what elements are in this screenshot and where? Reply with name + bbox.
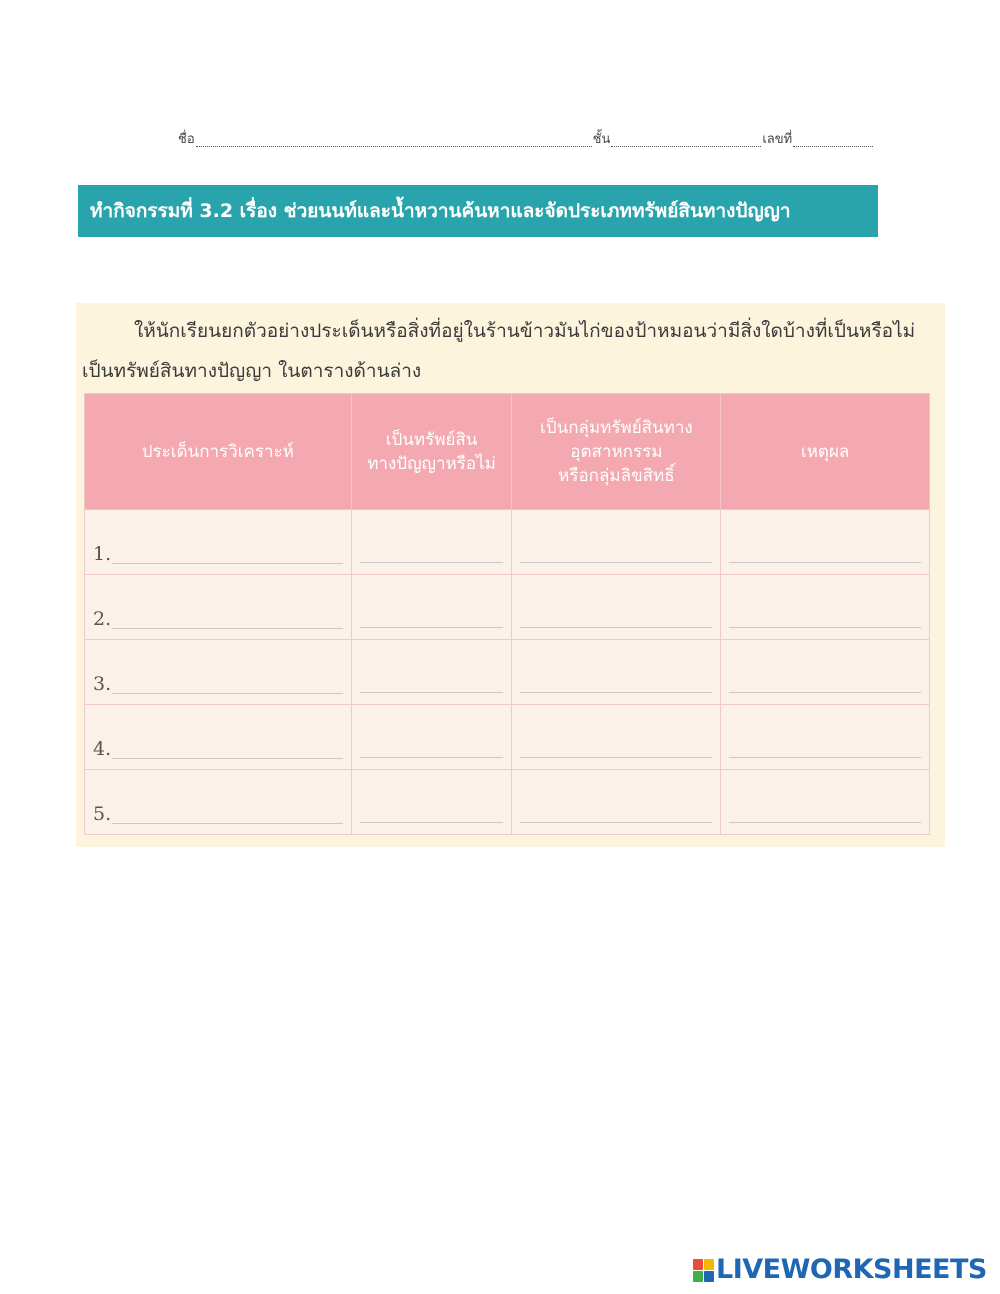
column-header-line: อุตสาหกรรม bbox=[570, 441, 663, 462]
answer-line[interactable] bbox=[112, 693, 343, 694]
answer-line[interactable] bbox=[729, 561, 921, 563]
logo-icon-square bbox=[704, 1271, 714, 1282]
row-number: 2. bbox=[93, 608, 112, 630]
row-number: 3. bbox=[93, 673, 112, 695]
answer-line[interactable] bbox=[729, 821, 921, 823]
answer-line[interactable] bbox=[729, 691, 921, 693]
table-cell bbox=[721, 510, 930, 575]
logo-icon-square bbox=[693, 1271, 703, 1282]
column-header-line: เป็นกลุ่มทรัพย์สินทาง bbox=[540, 417, 693, 438]
answer-line[interactable] bbox=[729, 756, 921, 758]
row-number: 1. bbox=[93, 543, 112, 565]
item-entry bbox=[93, 739, 343, 759]
table-cell bbox=[351, 640, 512, 705]
column-header-2 bbox=[351, 394, 512, 510]
table-cell bbox=[351, 705, 512, 770]
answer-line[interactable] bbox=[360, 821, 504, 823]
analysis-table bbox=[84, 393, 930, 835]
number-label: เลขที่ bbox=[762, 132, 793, 147]
table-cell bbox=[721, 575, 930, 640]
class-label: ชั้น bbox=[592, 132, 611, 147]
answer-line[interactable] bbox=[360, 691, 504, 693]
column-header-line: เป็นทรัพย์สิน bbox=[385, 429, 478, 450]
answer-line[interactable] bbox=[360, 561, 504, 563]
table-cell bbox=[351, 770, 512, 835]
answer-line[interactable] bbox=[112, 823, 343, 824]
name-field[interactable] bbox=[196, 136, 592, 147]
table-row bbox=[85, 770, 930, 835]
table-cell bbox=[351, 575, 512, 640]
row-number: 4. bbox=[93, 738, 112, 760]
table-row bbox=[85, 640, 930, 705]
column-header-line: หรือกลุ่มลิขสิทธิ์ bbox=[558, 465, 675, 486]
item-entry bbox=[93, 544, 343, 564]
answer-line[interactable] bbox=[520, 691, 712, 693]
answer-line[interactable] bbox=[360, 626, 504, 628]
table-body bbox=[85, 510, 930, 835]
logo-icon-square bbox=[693, 1259, 703, 1270]
class-field[interactable] bbox=[611, 136, 761, 147]
table-cell bbox=[512, 640, 721, 705]
answer-line[interactable] bbox=[112, 628, 343, 629]
item-entry bbox=[93, 609, 343, 629]
answer-line[interactable] bbox=[520, 821, 712, 823]
column-header-line: ทางปัญญาหรือไม่ bbox=[367, 453, 496, 474]
table-cell bbox=[351, 510, 512, 575]
table-cell bbox=[85, 575, 352, 640]
answer-line[interactable] bbox=[520, 626, 712, 628]
table-cell bbox=[512, 770, 721, 835]
column-header-4 bbox=[721, 394, 930, 510]
table-row bbox=[85, 705, 930, 770]
activity-title: ทำกิจกรรมที่ 3.2 เรื่อง ช่วยนนท์และน้ำหวานค้นหาและจัดประเภททรัพย์สินทางปัญญา bbox=[90, 200, 791, 222]
answer-line[interactable] bbox=[520, 756, 712, 758]
table-cell bbox=[85, 705, 352, 770]
answer-line[interactable] bbox=[520, 561, 712, 563]
column-header-line: เหตุผล bbox=[800, 441, 850, 462]
activity-banner bbox=[78, 185, 878, 237]
column-header-1 bbox=[85, 394, 352, 510]
answer-line[interactable] bbox=[112, 758, 343, 759]
answer-line[interactable] bbox=[360, 756, 504, 758]
logo-icon-square bbox=[704, 1259, 714, 1270]
table-row bbox=[85, 575, 930, 640]
activity-panel bbox=[76, 303, 945, 847]
table-cell bbox=[85, 770, 352, 835]
liveworksheets-logo-icon bbox=[693, 1259, 713, 1281]
liveworksheets-logo bbox=[693, 1254, 987, 1285]
table-cell bbox=[721, 705, 930, 770]
table-cell bbox=[512, 575, 721, 640]
column-header-3 bbox=[512, 394, 721, 510]
table-cell bbox=[85, 510, 352, 575]
table-cell bbox=[721, 770, 930, 835]
table-cell bbox=[721, 640, 930, 705]
table-cell bbox=[512, 705, 721, 770]
table-cell bbox=[85, 640, 352, 705]
logo-text: LIVEWORKSHEETS bbox=[716, 1254, 987, 1285]
table-header-row bbox=[85, 394, 930, 510]
item-entry bbox=[93, 674, 343, 694]
answer-line[interactable] bbox=[112, 563, 343, 564]
item-entry bbox=[93, 804, 343, 824]
table-cell bbox=[512, 510, 721, 575]
row-number: 5. bbox=[93, 803, 112, 825]
student-info-line bbox=[178, 128, 880, 149]
name-label: ชื่อ bbox=[178, 132, 195, 147]
answer-line[interactable] bbox=[729, 626, 921, 628]
column-header-line: ประเด็นการวิเคราะห์ bbox=[141, 441, 294, 462]
table-row bbox=[85, 510, 930, 575]
instructions-text: ให้นักเรียนยกตัวอย่างประเด็นหรือสิ่งที่อยู่ในร้านข้าวมันไก่ของป้าหมอนว่ามีสิ่งใดบ้างที่เป็นหรือไม่เป็นทรัพย์สินทางปัญญา ในตารางด้านล่าง bbox=[82, 320, 916, 382]
number-field[interactable] bbox=[793, 136, 873, 147]
